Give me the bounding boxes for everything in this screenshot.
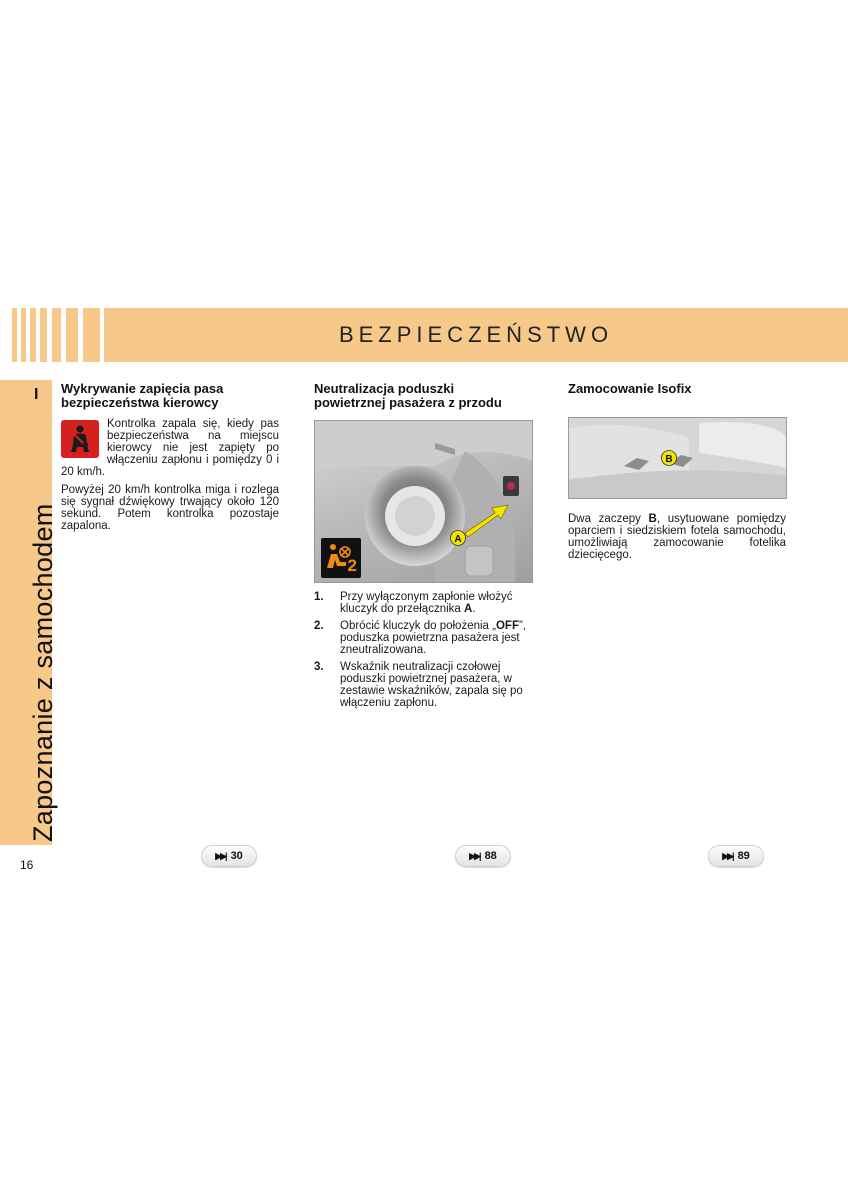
page-ref-button-89[interactable]: ▶▶| 89: [708, 845, 764, 867]
skip-forward-icon: ▶▶|: [215, 850, 226, 861]
section-seatbelt: [61, 382, 279, 532]
section-title: Neutralizacja poduszki powietrznej pasażera z przodu: [314, 381, 502, 410]
header-stripes: [12, 308, 102, 362]
skip-forward-icon: ▶▶|: [469, 850, 480, 861]
skip-forward-icon: ▶▶|: [722, 850, 733, 861]
section-title: Zamocowanie Isofix: [568, 381, 692, 396]
list-item: 3. Wskaźnik neutralizacji czołowej poduszki powietrznej pasażera, w zestawie wskaźników, zapala się po włączeniu zapłonu.: [314, 661, 523, 709]
seatbelt-para-1: Kontrolka zapala się, kiedy pas bezpieczeństwa na miejscu kierowcy nie jest zapięty po włączeniu zapłonu i pomiędzy 0 i 20 km/h.: [61, 418, 279, 478]
section-isofix: [568, 382, 786, 561]
chapter-title: Zapoznanie z samochodem: [28, 503, 58, 842]
section-airbag: [314, 382, 532, 714]
page-title: BEZPIECZEŃSTWO: [338, 322, 614, 347]
page-ref-button-30[interactable]: ▶▶| 30: [201, 845, 257, 867]
airbag-off-indicator-icon: [321, 538, 361, 578]
list-item: 2. Obrócić kluczyk do położenia „OFF”, poduszka powietrzna pasażera jest zneutralizowana.: [314, 620, 526, 656]
chapter-numeral: I: [34, 386, 39, 403]
seatbelt-warning-icon: [61, 420, 99, 458]
callout-a: A: [454, 534, 462, 545]
callout-b: B: [665, 454, 673, 465]
isofix-photo: [568, 417, 787, 499]
page-number: 16: [20, 858, 34, 872]
seatbelt-para-2: Powyżej 20 km/h kontrolka miga i rozlega się sygnał dźwiękowy trwający około 120 sekund. Potem kontrolka pozostaje zapalona.: [61, 484, 279, 532]
isofix-para: Dwa zaczepy B, usytuowane pomiędzy oparciem i siedziskiem fotela samochodu, umożliwiają zamocowanie fotelika dziecięcego.: [568, 513, 786, 561]
airbag-steps: [314, 591, 532, 709]
header-band: [104, 308, 848, 362]
list-item: 1. Przy wyłączonym zapłonie włożyć kluczyk do przełącznika A.: [314, 591, 513, 615]
airbag-switch-photo: [314, 420, 533, 583]
section-body: [61, 418, 279, 532]
page-ref-button-88[interactable]: ▶▶| 88: [455, 845, 511, 867]
section-title: Wykrywanie zapięcia pasa bezpieczeństwa kierowcy: [61, 381, 224, 410]
airbag-badge-number: 2: [347, 556, 357, 575]
